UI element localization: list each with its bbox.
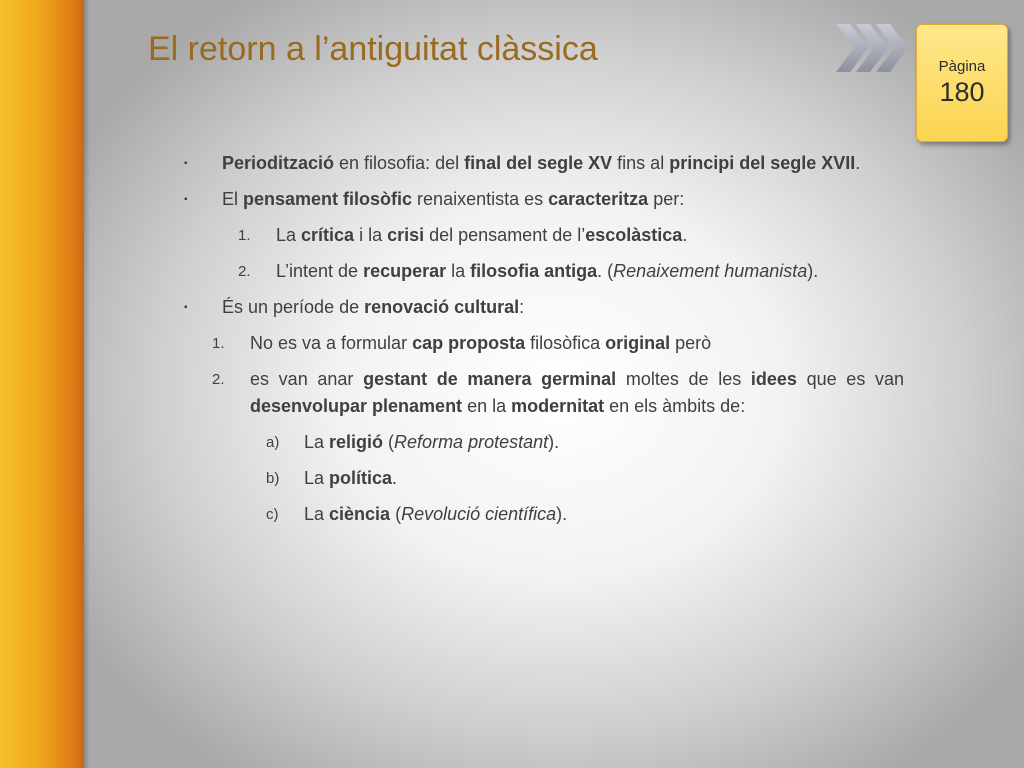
square-bullet-icon: ▪ bbox=[184, 194, 188, 205]
triple-chevron-right-icon bbox=[834, 22, 910, 74]
page-badge bbox=[916, 24, 1008, 142]
list-item: b) La política. bbox=[266, 468, 398, 488]
list-item: 1. No es va a formular cap proposta filosòfica original però bbox=[212, 333, 712, 353]
list-item: c) La ciència (Revolució científica). bbox=[266, 504, 568, 524]
bullet-periodization: ▪ Periodització en filosofia: del final del segle XV fins al principi del segle XVII. bbox=[184, 150, 904, 177]
page-label: Pàgina bbox=[938, 58, 986, 75]
slide-content bbox=[184, 150, 904, 537]
slide-title: El retorn a l’antiguitat clàssica bbox=[148, 30, 598, 68]
square-bullet-icon: ▪ bbox=[184, 302, 188, 313]
list-item: 2. es van anar gestant de manera germinal moltes de les idees que es van desenvolupar plenament en la modernitat en els àmbits de: bbox=[212, 369, 905, 416]
page-number: 180 bbox=[939, 77, 985, 107]
bullet-renaissance-thought: ▪ El pensament filosòfic renaixentista es caracteritza per: bbox=[184, 186, 904, 213]
bullet-cultural-renewal: ▪ És un període de renovació cultural: bbox=[184, 294, 904, 321]
list-item: 1. La crítica i la crisi del pensament de l’escolàstica. bbox=[238, 225, 688, 245]
sidebar-stripe bbox=[0, 0, 84, 768]
list-item: a) La religió (Reforma protestant). bbox=[266, 432, 560, 452]
list-item: 2. L’intent de recuperar la filosofia antiga. (Renaixement humanista). bbox=[238, 261, 819, 281]
square-bullet-icon: ▪ bbox=[184, 158, 188, 169]
